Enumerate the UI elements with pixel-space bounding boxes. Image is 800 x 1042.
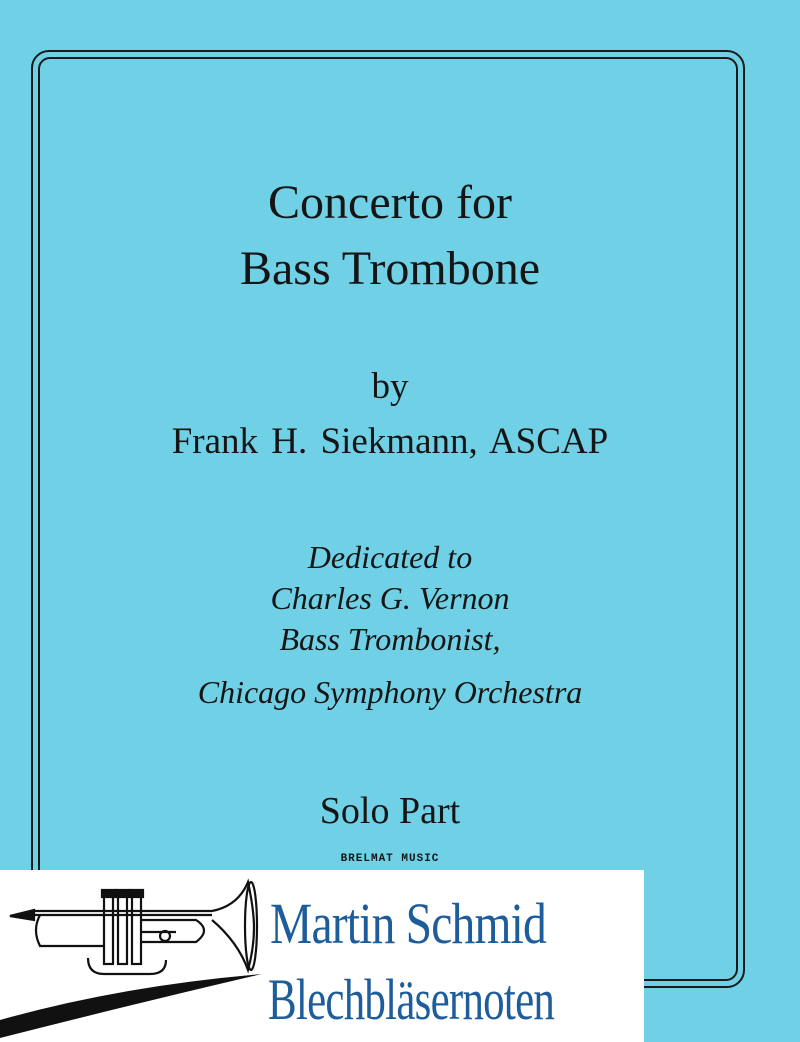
title-line-2: Bass Trombone (239, 242, 541, 295)
trumpet-icon (0, 870, 280, 1042)
by-label: by (371, 366, 409, 407)
watermark-line-2: Blechbläsernoten (268, 967, 555, 1032)
title (0, 170, 780, 302)
watermark-banner (0, 870, 644, 1042)
title-line-1: Concerto for (268, 176, 512, 229)
dedication-line-1: Dedicated to (307, 539, 473, 575)
dedication-line-2: Charles G. Vernon (270, 580, 510, 616)
publisher-name: BRELMAT MUSIC (340, 853, 440, 865)
dedication-line-4: Chicago Symphony Orchestra (197, 674, 583, 710)
composer-name: Frank H. Siekmann, ASCAP (171, 421, 609, 462)
part-label: Solo Part (319, 790, 461, 832)
dedication-line-3: Bass Trombonist, (279, 621, 501, 657)
watermark-line-1: Martin Schmid (270, 891, 547, 956)
